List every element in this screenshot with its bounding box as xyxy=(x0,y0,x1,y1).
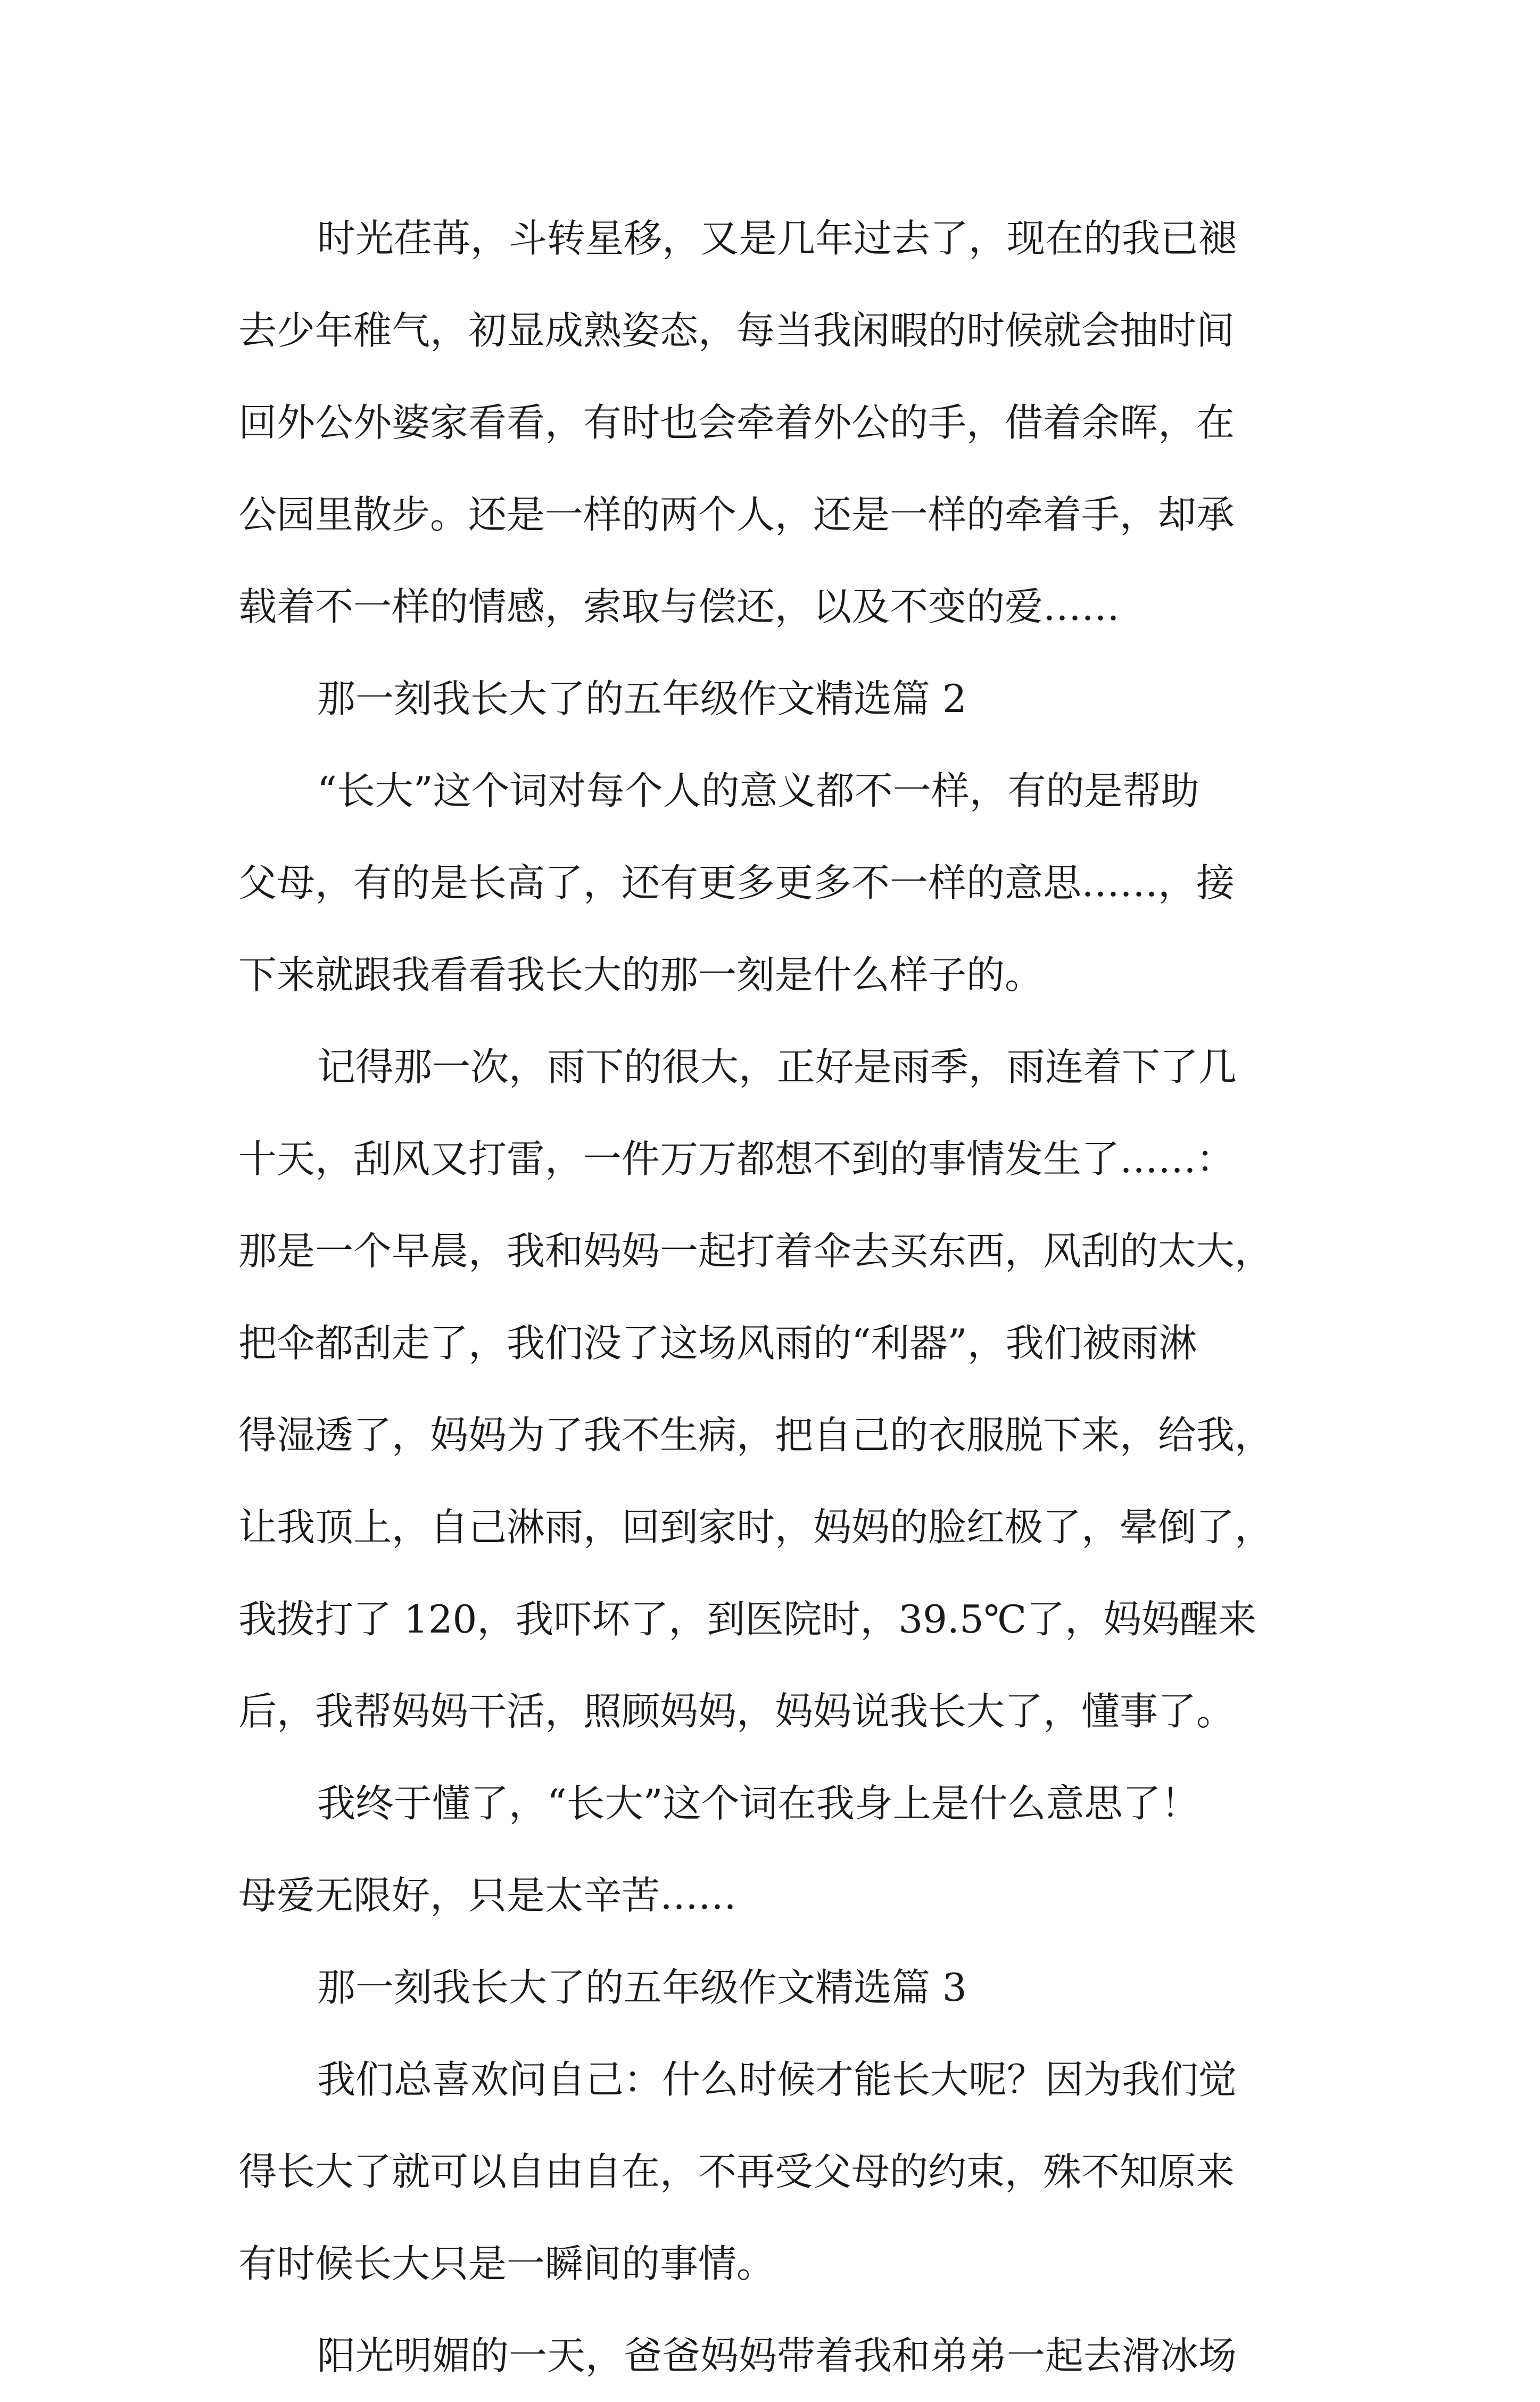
text-line: 时光荏苒，斗转星移，又是几年过去了，现在的我已褪 xyxy=(317,216,1237,261)
text-line: 母爱无限好，只是太辛苦…… xyxy=(238,1873,737,1918)
text-line: 公园里散步。还是一样的两个人，还是一样的牵着手，却承 xyxy=(238,492,1235,537)
text-line: 让我顶上，自己淋雨，回到家时，妈妈的脸红极了，晕倒了， xyxy=(238,1505,1273,1550)
text-line: 有时候长大只是一瞬间的事情。 xyxy=(238,2241,775,2286)
text-line: 后，我帮妈妈干活，照顾妈妈，妈妈说我长大了，懂事了。 xyxy=(238,1689,1235,1734)
section-heading-2: 那一刻我长大了的五年级作文精选篇 2 xyxy=(317,676,967,721)
text-line: 下来就跟我看看我长大的那一刻是什么样子的。 xyxy=(238,952,1044,997)
text-line: 记得那一次，雨下的很大，正好是雨季，雨连着下了几 xyxy=(317,1045,1237,1089)
text-line: 我终于懂了，“长大”这个词在我身上是什么意思了！ xyxy=(317,1781,1199,1826)
text-line: 父母，有的是长高了，还有更多更多不一样的意思……，接 xyxy=(238,860,1235,905)
text-line: 那是一个早晨，我和妈妈一起打着伞去买东西，风刮的太大， xyxy=(238,1229,1273,1273)
text-line: 得湿透了，妈妈为了我不生病，把自己的衣服脱下来，给我， xyxy=(238,1413,1273,1457)
section-heading-3: 那一刻我长大了的五年级作文精选篇 3 xyxy=(317,1965,967,2010)
text-line: 阳光明媚的一天，爸爸妈妈带着我和弟弟一起去滑冰场 xyxy=(317,2333,1237,2378)
text-line: 去少年稚气，初显成熟姿态，每当我闲暇的时候就会抽时间 xyxy=(238,308,1235,353)
text-line: 把伞都刮走了，我们没了这场风雨的“利器”，我们被雨淋 xyxy=(238,1321,1197,1365)
text-line: 回外公外婆家看看，有时也会牵着外公的手，借着余晖，在 xyxy=(238,400,1235,445)
text-line: 十天，刮风又打雷，一件万万都想不到的事情发生了……： xyxy=(238,1137,1235,1181)
text-line: 载着不一样的情感，索取与偿还，以及不变的爱…… xyxy=(238,584,1120,629)
text-line: 我拨打了 120，我吓坏了，到医院时，39.5℃了，妈妈醒来 xyxy=(238,1597,1257,1642)
text-line: “长大”这个词对每个人的意义都不一样，有的是帮助 xyxy=(317,768,1199,813)
text-line: 我们总喜欢问自己：什么时候才能长大呢？因为我们觉 xyxy=(317,2057,1237,2102)
document-body xyxy=(238,193,1313,2402)
text-line: 得长大了就可以自由自在，不再受父母的约束，殊不知原来 xyxy=(238,2149,1235,2194)
